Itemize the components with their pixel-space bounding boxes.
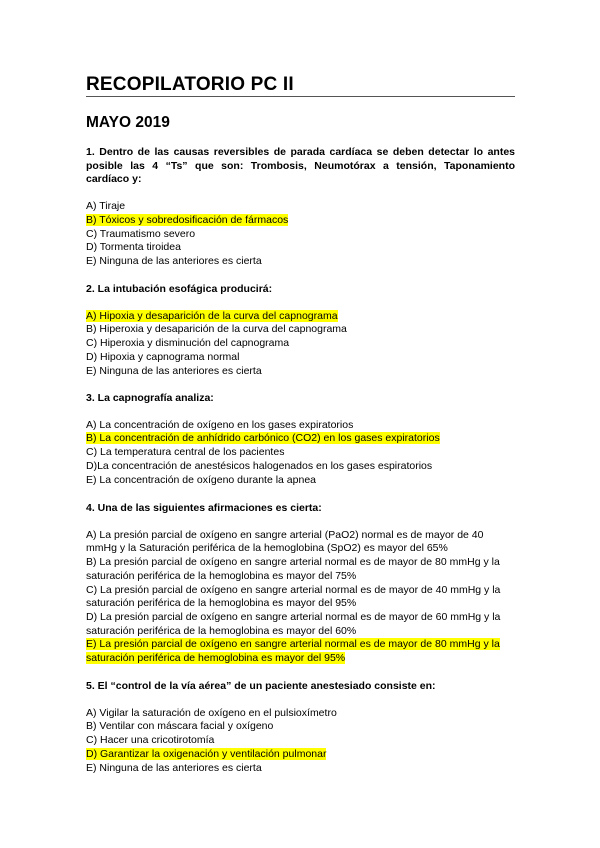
question-1 <box>86 146 515 269</box>
option-d-correct <box>86 748 515 762</box>
option-d: D) Hipoxia y capnograma normal <box>86 350 240 363</box>
question-5 <box>86 680 515 775</box>
option-b: B) Hiperoxia y desaparición de la curva del capnograma <box>86 323 347 336</box>
options-list <box>86 419 515 488</box>
option-b: B) La presión parcial de oxígeno en sangre arterial normal es de mayor de 80 mmHg y la saturación periférica de la hemoglobina es mayor del 75% <box>86 556 500 582</box>
question-text: 2. La intubación esofágica producirá: <box>86 283 273 295</box>
option-b: B) Ventilar con máscara facial y oxígeno <box>86 720 274 733</box>
section-subtitle: MAYO 2019 <box>86 114 170 131</box>
question-text: 4. Una de las siguientes afirmaciones es cierta: <box>86 502 322 514</box>
option-a: A) Vigilar la saturación de oxígeno en el pulsioxímetro <box>86 706 337 719</box>
option-a-correct <box>86 310 515 324</box>
option-e-correct <box>86 638 515 665</box>
option-d: D)La concentración de anestésicos halogenados en los gases espiratorios <box>86 459 433 472</box>
answer-highlight: B) La concentración de anhídrido carbónico (CO2) en los gases expiratorios <box>86 432 440 445</box>
option-a: A) La concentración de oxígeno en los gases expiratorios <box>86 418 354 431</box>
option-e: E) Ninguna de las anteriores es cierta <box>86 254 262 267</box>
question-3 <box>86 392 515 487</box>
question-text: 3. La capnografía analiza: <box>86 392 214 404</box>
option-e: E) Ninguna de las anteriores es cierta <box>86 364 262 377</box>
question-4 <box>86 502 515 666</box>
answer-highlight: A) Hipoxia y desaparición de la curva del capnograma <box>86 309 338 322</box>
document-title: RECOPILATORIO PC II <box>86 74 294 95</box>
options-list <box>86 200 515 269</box>
option-b-correct <box>86 214 515 228</box>
option-a: A) La presión parcial de oxígeno en sangre arterial (PaO2) normal es de mayor de 40 mmHg y la Saturación periférica de la hemoglobina (SpO2) es mayor del 65% <box>86 528 484 555</box>
option-c: C) Traumatismo severo <box>86 227 196 240</box>
option-e: E) La concentración de oxígeno durante la apnea <box>86 473 317 486</box>
option-c: C) Hiperoxia y disminución del capnograma <box>86 337 290 350</box>
option-a: A) Tiraje <box>86 200 126 213</box>
option-d: D) La presión parcial de oxígeno en sangre arterial normal es de mayor de 60 mmHg y la saturación periférica de la hemoglobina es mayor del 60% <box>86 610 501 637</box>
option-e: E) Ninguna de las anteriores es cierta <box>86 761 262 774</box>
option-b-correct <box>86 432 515 446</box>
answer-highlight: E) La presión parcial de oxígeno en sangre arterial normal es de mayor de 80 mmHg y la saturación periférica de hemoglobina es mayor del 95% <box>86 638 500 665</box>
options-list <box>86 707 515 776</box>
answer-highlight: B) Tóxicos y sobredosificación de fármacos <box>86 213 289 226</box>
options-list <box>86 310 515 379</box>
question-text: 1. Dentro de las causas reversibles de parada cardíaca se deben detectar lo antes posible las 4 “Ts” que son: Trombosis, Neumotórax a tensión, Taponamiento cardíaco y: <box>86 146 515 186</box>
option-d: D) Tormenta tiroidea <box>86 241 181 254</box>
question-text: 5. El “control de la vía aérea” de un paciente anestesiado consiste en: <box>86 680 436 692</box>
option-c: C) La presión parcial de oxígeno en sangre arterial normal es de mayor de 40 mmHg y la saturación periférica de la hemoglobina es mayor del 95% <box>86 583 501 610</box>
title-divider <box>86 96 515 97</box>
option-c: C) Hacer una cricotirotomía <box>86 734 215 747</box>
options-list <box>86 529 515 666</box>
answer-highlight: D) Garantizar la oxigenación y ventilación pulmonar <box>86 747 327 760</box>
option-c: C) La temperatura central de los pacientes <box>86 446 285 459</box>
question-2 <box>86 283 515 378</box>
